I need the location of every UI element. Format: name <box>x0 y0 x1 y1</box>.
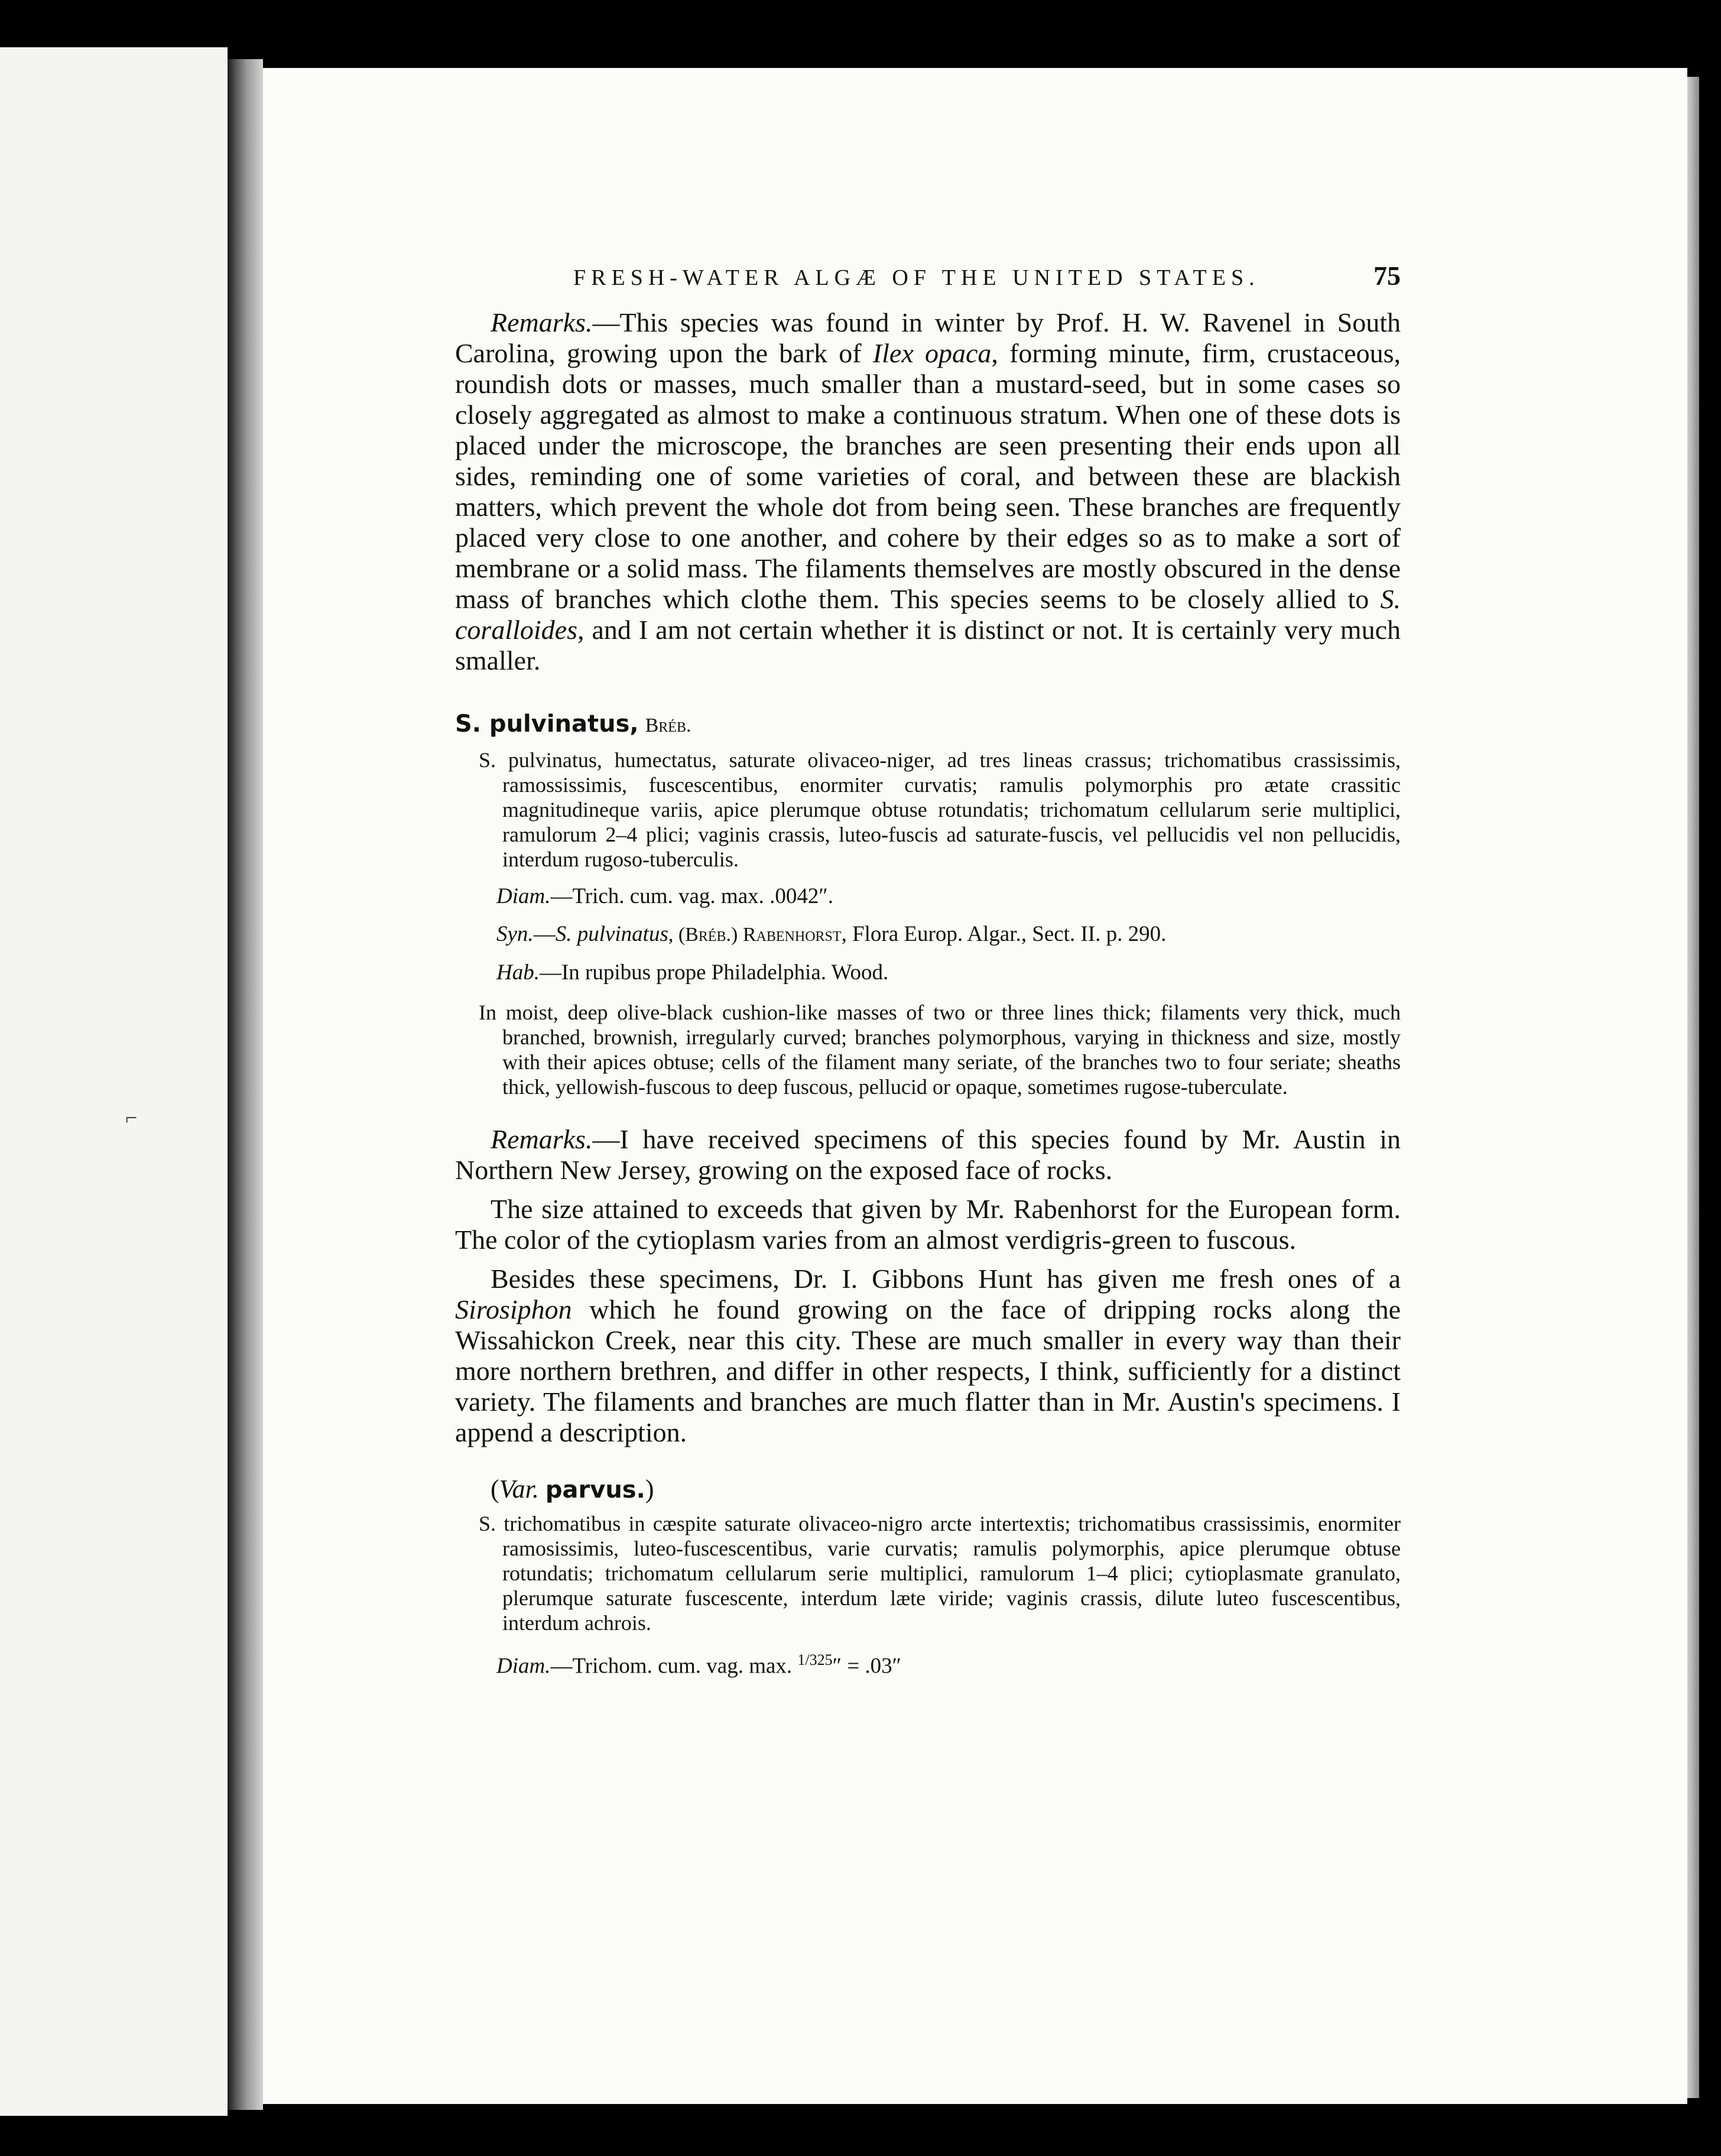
species-heading <box>455 708 1401 738</box>
page-header <box>455 260 1401 307</box>
variety-name: parvus. <box>545 1476 645 1504</box>
remarks-paragraph-2: Remarks.—I have received specimens of this species found by Mr. Austin in Northern New Jersey, growing on the exposed face of rocks. The size attained to exceeds that given by Mr. Rabenhorst for the European form. The color of the cytioplasm varies from an almost verdigris-green to fuscous. Besides these specimens, Dr. I. Gibbons Hunt has given me fresh ones of a Sirosiphon which he found growing on the face of dripping rocks along the Wissahickon Creek, near this city. These are much smaller in every way than their more northern brethren, and differ in other respects, I think, sufficiently for a distinct variety. The filaments and branches are much flatter than in Mr. Austin's specimens. I append a description. <box>455 1124 1401 1447</box>
margin-mark: ⌐ <box>125 1106 138 1129</box>
page-edge <box>1687 77 1699 2098</box>
variety-latin-description: S. trichomatibus in cæspite saturate olivaceo-nigro arcte intertextis; trichomatibus crassissimis, enormiter ramosissimis, luteo-fuscescentibus, varie curvatis; ramulis polymorphis, apice plerumque obtuse rotundatis; trichomatum cellularum serie multiplici, ramulorum 1–4 plici; cytioplasmate granulato, plerumque saturate fuscescente, interdum læte viride; vaginis crassis, dilute luteo fuscescentibus, interdum achrois. <box>479 1512 1401 1635</box>
species-diam: Diam.—Trich. cum. vag. max. .0042″. <box>496 884 834 908</box>
book-spine <box>228 59 263 2110</box>
species-name: S. pulvinatus, <box>455 710 639 738</box>
page-content <box>455 260 1401 1679</box>
remarks-label: Remarks. <box>491 1124 593 1154</box>
left-page <box>0 47 228 2116</box>
page-number: 75 <box>1373 261 1401 291</box>
species-english-description: In moist, deep olive-black cushion-like masses of two or three lines thick; filaments very thick, much branched, brownish, irregularly curved; branches polymorphous, varying in thickness and size, mostly with their apices obtuse; cells of the filament many seriate, of the branches two to four seriate; sheaths thick, yellowish-fuscous to deep fuscous, pellucid or opaque, sometimes rugose-tuberculate. <box>479 1001 1401 1099</box>
remarks-paragraph-1: Remarks.—This species was found in winter by Prof. H. W. Ravenel in South Carolina, growing upon the bark of Ilex opaca, forming minute, firm, crustaceous, roundish dots or masses, much smaller than a mustard-seed, but in some cases so closely aggregated as almost to make a continuous stratum. When one of these dots is placed under the microscope, the branches are seen presenting their ends upon all sides, reminding one of some varieties of coral, and between these are blackish matters, which prevent the whole dot from being seen. These branches are frequently placed very close to one another, and cohere by their edges so as to make a sort of membrane or a solid mass. The filaments themselves are mostly obscured in the dense mass of branches which clothe them. This species seems to be closely allied to S. coralloides, and I am not certain whether it is distinct or not. It is certainly very much smaller. <box>455 307 1401 676</box>
species-latin-description: S. pulvinatus, humectatus, saturate olivaceo-niger, ad tres lineas crassus; trichomatibus crassissimis, ramossissimis, fuscescentibus, enormiter curvatis; ramulis polymorphis pro ætate crassitic magnitudineque variis, apice plerumque obtuse rotundatis; trichomatum cellularum serie multiplici, ramulorum 2–4 plici; vaginis crassis, luteo-fuscis ad saturate-fuscis, vel pellucidis vel non pellucidis, interdum rugoso-tuberculis. <box>479 748 1401 871</box>
variety-heading: (Var. parvus.) <box>491 1475 654 1504</box>
running-title: FRESH-WATER ALGÆ OF THE UNITED STATES. <box>573 265 1260 290</box>
remarks-label: Remarks. <box>491 307 593 337</box>
species-synonym: Syn.—S. pulvinatus, (Bréb.) Rabenhorst, Flora Europ. Algar., Sect. II. p. 290. <box>496 922 1167 946</box>
species-author: Bréb. <box>645 715 691 736</box>
variety-diam: Diam.—Trichom. cum. vag. max. $^{1/325}$″ = .03″ <box>496 1651 902 1678</box>
species-habitat: Hab.—In rupibus prope Philadelphia. Wood. <box>496 960 889 985</box>
